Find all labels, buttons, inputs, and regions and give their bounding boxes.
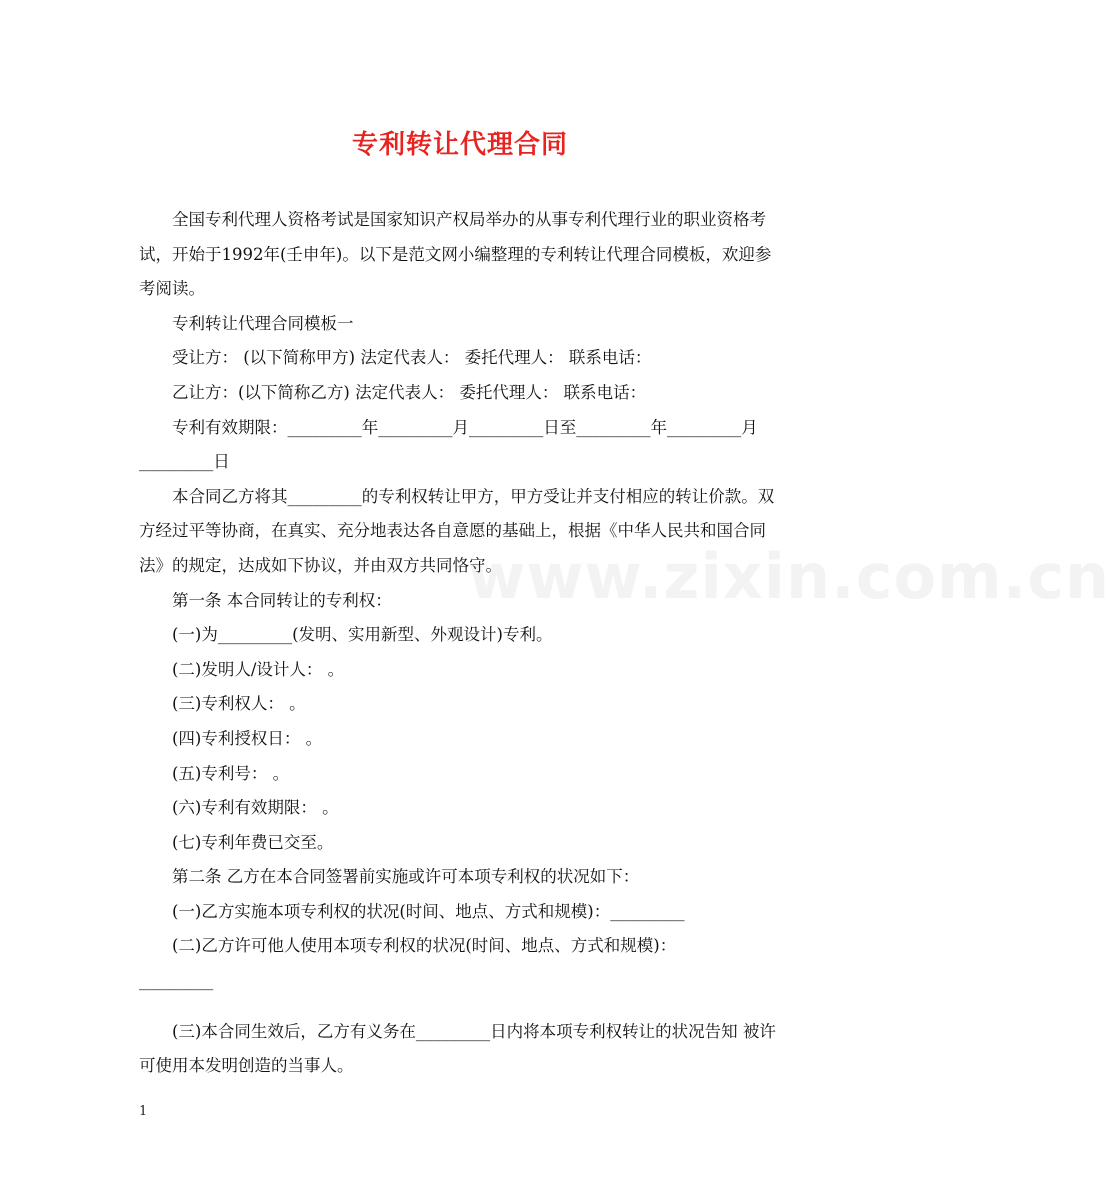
watermark: www.zixin.com.cn bbox=[468, 540, 1110, 613]
article-1-item-4: (四)专利授权日： 。 bbox=[172, 728, 323, 748]
article-1-item-5: (五)专利号： 。 bbox=[172, 763, 290, 783]
page-number: 1 bbox=[139, 1104, 148, 1119]
article-1-item-6: (六)专利有效期限： 。 bbox=[172, 798, 339, 818]
article-2-item-2-blank: _________ bbox=[139, 971, 214, 991]
article-1-item-1: (一)为_________(发明、实用新型、外观设计)专利。 bbox=[172, 625, 553, 645]
validity-period-line: 专利有效期限：_________年_________月_________日至_________年_________月_________日 bbox=[139, 417, 758, 472]
document-title: 专利转让代理合同 bbox=[351, 130, 568, 160]
article-2-item-2: (二)乙方许可他人使用本项专利权的状况(时间、地点、方式和规模)： bbox=[172, 936, 677, 956]
assignee-line: 受让方： (以下简称甲方) 法定代表人： 委托代理人： 联系电话： bbox=[172, 348, 652, 368]
template-heading: 专利转让代理合同模板一 bbox=[172, 313, 354, 333]
assignor-line: 乙让方：(以下简称乙方) 法定代表人： 委托代理人： 联系电话： bbox=[172, 382, 647, 402]
article-1-heading: 第一条 本合同转让的专利权： bbox=[172, 590, 392, 610]
article-2-heading: 第二条 乙方在本合同签署前实施或许可本项专利权的状况如下： bbox=[172, 867, 640, 887]
document-body bbox=[139, 203, 781, 1084]
article-1-item-7: (七)专利年费已交至。 bbox=[172, 832, 334, 852]
intro-paragraph: 全国专利代理人资格考试是国家知识产权局举办的从事专利代理行业的职业资格考试，开始于1992年(壬申年)。以下是范文网小编整理的专利转让代理合同模板，欢迎参考阅读。 bbox=[139, 210, 772, 299]
article-2-item-3: (三)本合同生效后，乙方有义务在_________日内将本项专利权转让的状况告知 被许可使用本发明创造的当事人。 bbox=[139, 1021, 776, 1076]
contract-preamble: 本合同乙方将其_________的专利权转让甲方，甲方受让并支付相应的转让价款。双方经过平等协商，在真实、充分地表达各自意愿的基础上，根据《中华人民共和国合同法》的规定，达成如下协议，并由双方共同恪守。 bbox=[139, 486, 775, 575]
article-1-item-2: (二)发明人/设计人： 。 bbox=[172, 659, 345, 679]
article-2-item-1: (一)乙方实施本项专利权的状况(时间、地点、方式和规模)：_________ bbox=[172, 901, 685, 921]
article-1-item-3: (三)专利权人： 。 bbox=[172, 694, 306, 714]
